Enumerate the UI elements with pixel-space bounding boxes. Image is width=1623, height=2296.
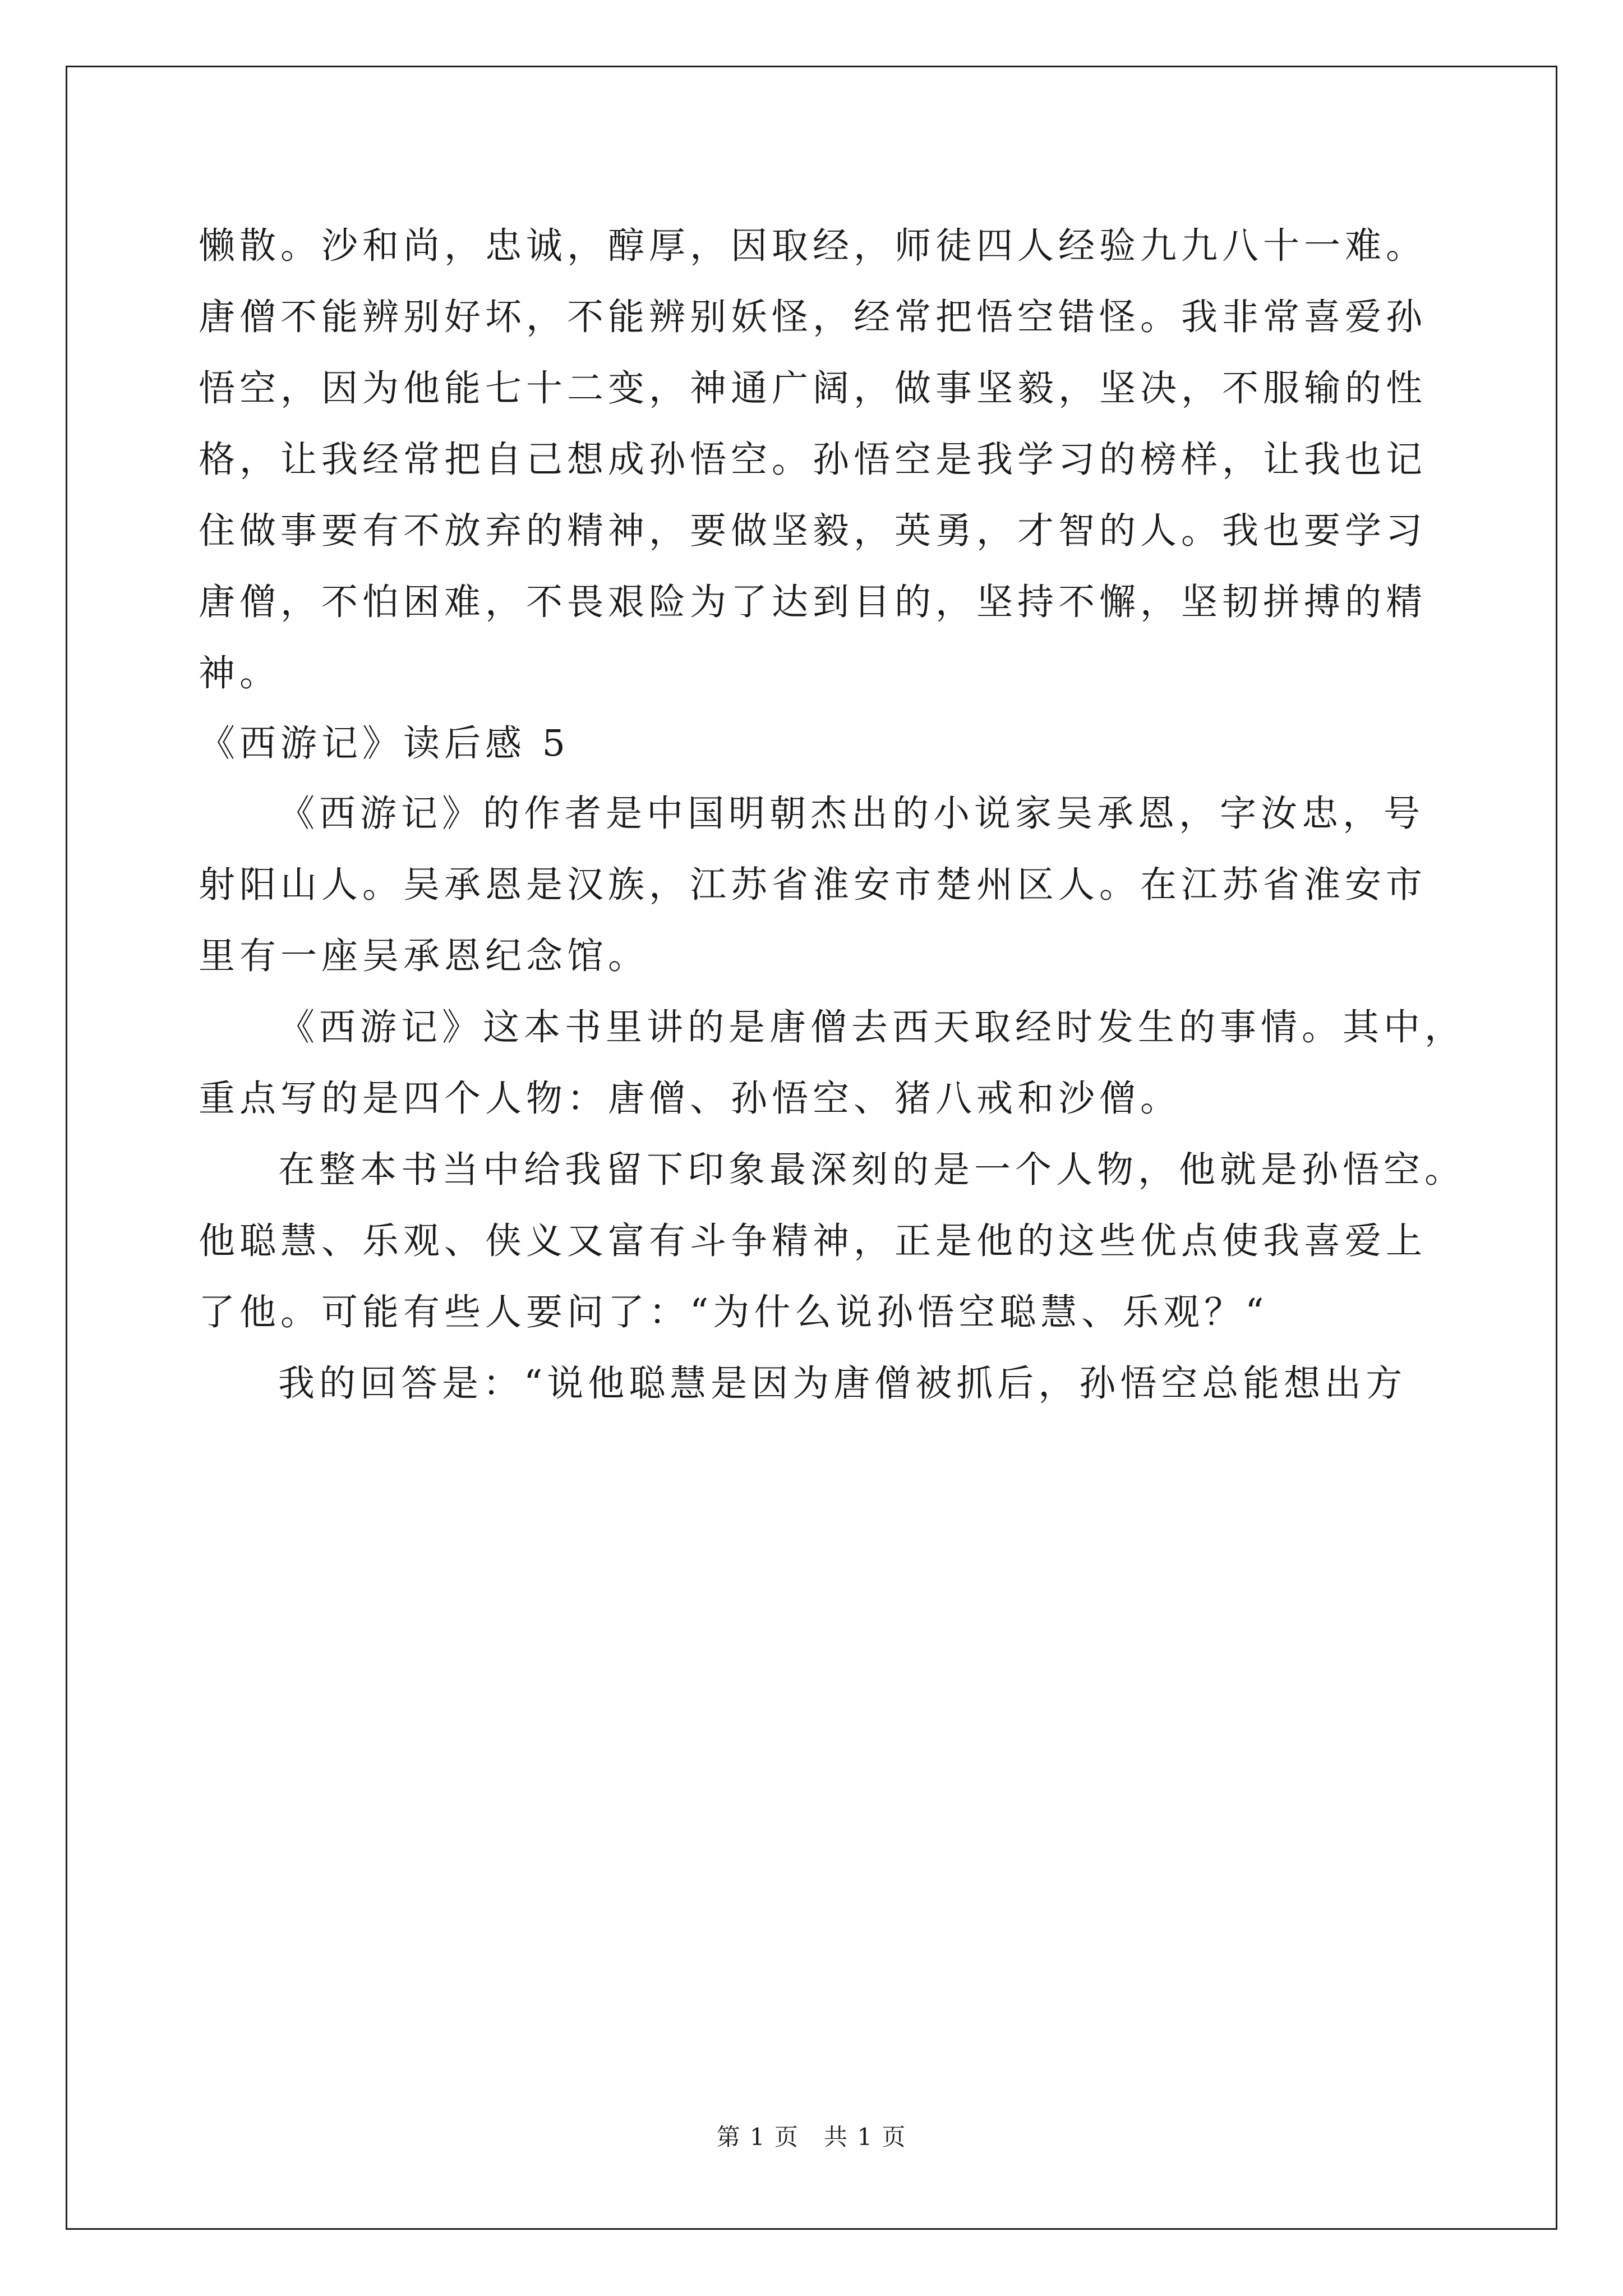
- section-heading: 《西游记》读后感 5: [199, 723, 570, 765]
- text-line: 重点写的是四个人物：唐僧、孙悟空、猪八戒和沙僧。: [199, 1078, 1182, 1120]
- text-line: 了他。可能有些人要问了：“为什么说孙悟空聪慧、乐观？“: [199, 1291, 1269, 1333]
- text-line: 他聪慧、乐观、侠义又富有斗争精神，正是他的这些优点使我喜爱上: [199, 1220, 1427, 1262]
- text-line: 神。: [199, 652, 281, 694]
- text-line: 《西游记》这本书里讲的是唐僧去西天取经时发生的事情。其中，: [278, 1006, 1466, 1048]
- text-line: 住做事要有不放弃的精神，要做坚毅，英勇，才智的人。我也要学习: [199, 510, 1427, 552]
- text-line: 懒散。沙和尚，忠诚，醇厚，因取经，师徒四人经验九九八十一难。: [199, 225, 1427, 267]
- page-number: 第 1 页 共 1 页: [716, 2123, 907, 2151]
- text-line: 《西游记》的作者是中国明朝杰出的小说家吴承恩，字汝忠，号: [278, 793, 1425, 835]
- text-line: 唐僧不能辨别好坏，不能辨别妖怪，经常把悟空错怪。我非常喜爱孙: [199, 296, 1427, 338]
- text-line: 在整本书当中给我留下印象最深刻的是一个人物，他就是孙悟空。: [278, 1149, 1466, 1191]
- text-line: 格，让我经常把自己想成孙悟空。孙悟空是我学习的榜样，让我也记: [199, 439, 1427, 481]
- text-line: 唐僧，不怕困难，不畏艰险为了达到目的，坚持不懈，坚韧拼搏的精: [199, 581, 1427, 623]
- text-line: 我的回答是：“说他聪慧是因为唐僧被抓后，孙悟空总能想出方: [278, 1363, 1407, 1405]
- text-line: 里有一座吴承恩纪念馆。: [199, 935, 649, 977]
- text-line: 悟空，因为他能七十二变，神通广阔，做事坚毅，坚决，不服输的性: [199, 367, 1427, 409]
- text-line: 射阳山人。吴承恩是汉族，江苏省淮安市楚州区人。在江苏省淮安市: [199, 864, 1427, 906]
